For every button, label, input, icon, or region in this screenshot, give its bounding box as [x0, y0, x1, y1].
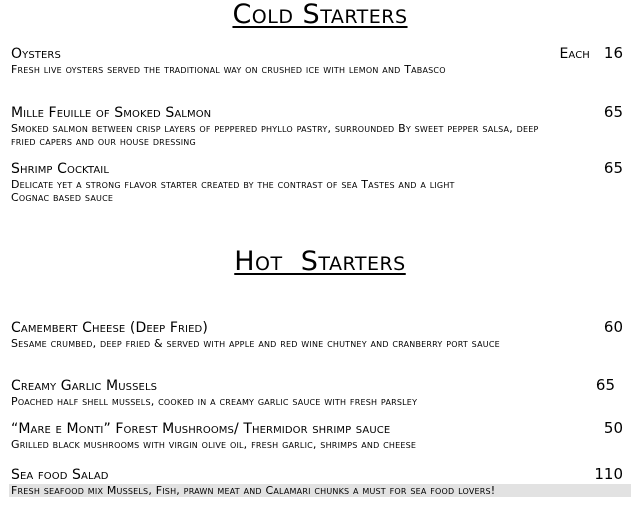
item-description: Fresh live oysters served the traditional way on crushed ice with lemon and Tabasco — [11, 63, 446, 76]
menu-item-smoked-salmon — [11, 104, 623, 148]
price-prefix: Each — [559, 46, 590, 62]
menu-item-seafood-salad — [11, 466, 623, 497]
item-name: Creamy Garlic Mussels — [11, 378, 158, 394]
item-name: Sea food Salad — [11, 467, 109, 483]
item-name: Oysters — [11, 46, 61, 62]
item-description: Sesame crumbed, deep fried & served with apple and red wine chutney and cranberry port sauce — [11, 337, 500, 350]
menu-item-oysters — [11, 45, 623, 76]
item-description: Fresh seafood mix Mussels, Fish, prawn meat and Calamari chunks a must for sea food lovers! — [9, 484, 631, 497]
item-price: 50 — [603, 419, 623, 437]
item-name: “Mare e Monti” Forest Mushrooms/ Thermidor shrimp sauce — [11, 421, 391, 437]
menu-item-forest-mushrooms — [11, 420, 623, 451]
item-price-group — [559, 45, 623, 62]
item-price: 110 — [594, 465, 623, 483]
item-name: Mille Feuille of Smoked Salmon — [11, 105, 212, 121]
cold-starters-title: Cold Starters — [232, 0, 408, 30]
menu-item-shrimp-cocktail — [11, 160, 623, 204]
item-price: 65 — [603, 159, 623, 177]
item-name: Camembert Cheese (Deep Fried) — [11, 320, 208, 336]
item-description: Grilled black mushrooms with virgin olive oil, fresh garlic, shrimps and cheese — [11, 438, 417, 451]
item-price: 65 — [603, 103, 623, 121]
item-price: 60 — [603, 318, 623, 336]
item-description: Poached half shell mussels, cooked in a creamy garlic sauce with fresh parsley — [11, 395, 418, 408]
item-description: Smoked salmon between crisp layers of peppered phyllo pastry, surrounded By sweet pepper salsa, deep fried capers and our house dressing — [11, 122, 539, 148]
item-price: 16 — [603, 44, 623, 62]
item-price: 65 — [595, 376, 615, 394]
hot-starters-title: Hot Starters — [234, 246, 406, 277]
menu-item-garlic-mussels — [11, 377, 623, 408]
item-name: Shrimp Cocktail — [11, 161, 110, 177]
menu-item-camembert — [11, 319, 623, 350]
item-description: Delicate yet a strong flavor starter created by the contrast of sea Tastes and a light Cognac based sauce — [11, 178, 455, 204]
